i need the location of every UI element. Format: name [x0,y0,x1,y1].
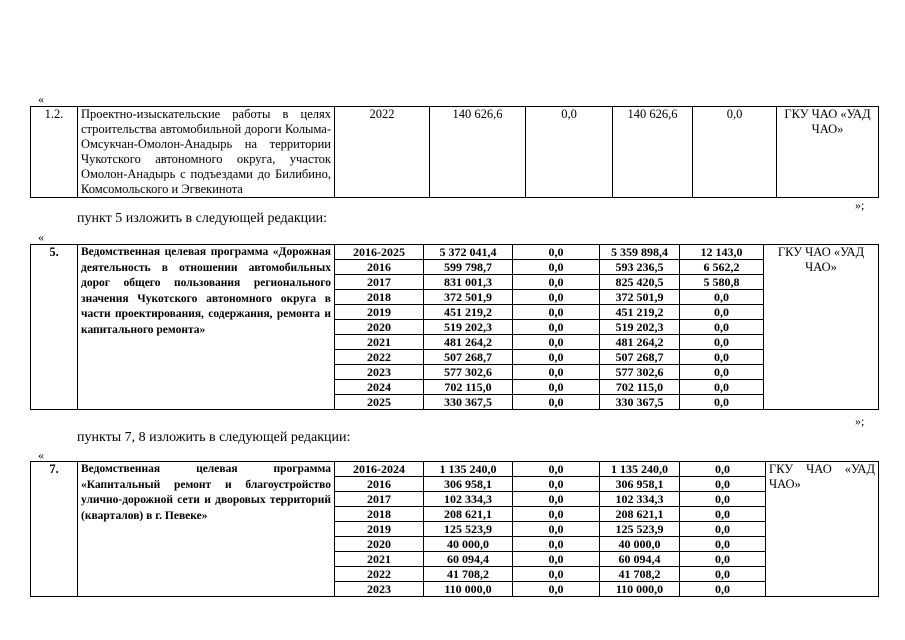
cell-year: 2021 [335,335,424,350]
cell-fed: 0,0 [513,335,600,350]
cell-regional: 481 264,2 [600,335,680,350]
table-row [31,462,879,477]
program-description: Ведомственная целевая программа «Капитальный ремонт и благоустройство улично-дорожной сети и дворовых территорий (кварталов) в г. Певеке» [78,462,335,597]
cell-other: 0,0 [680,537,766,552]
cell-fed: 0,0 [513,260,600,275]
cell-other: 0,0 [680,492,766,507]
cell-regional: 40 000,0 [600,537,680,552]
cell-year: 2017 [335,492,424,507]
cell-year: 2016 [335,260,424,275]
cell-other: 0,0 [680,552,766,567]
cell-fed: 0,0 [513,522,600,537]
cell-total: 702 115,0 [424,380,513,395]
cell-other: 0,0 [680,380,764,395]
cell-year: 2018 [335,290,424,305]
cell-other: 0,0 [680,462,766,477]
program-5-table [30,244,879,410]
item-number: 1.2. [31,107,78,198]
cell-year: 2022 [335,567,424,582]
cell-total: 1 135 240,0 [424,462,513,477]
cell-regional: 593 236,5 [600,260,680,275]
item-total: 140 626,6 [430,107,526,198]
program-executor: ГКУ ЧАО «УАД ЧАО» [766,462,879,597]
cell-total: 60 094,4 [424,552,513,567]
cell-other: 6 562,2 [680,260,764,275]
cell-other: 0,0 [680,507,766,522]
cell-regional: 577 302,6 [600,365,680,380]
item-description: Проектно-изыскательские работы в целях строительства автомобильной дороги Колыма-Омсукчан-Омолон-Анадырь на территории Чукотского автономного округа, участок Омолон-Анадырь с подъездами до Билибино, Комсомольского и Эгвекинота [78,107,335,198]
table-row [31,245,879,260]
cell-regional: 507 268,7 [600,350,680,365]
opening-quote: « [38,230,44,244]
program-number: 5. [31,245,78,410]
cell-year: 2018 [335,507,424,522]
cell-other: 0,0 [680,477,766,492]
cell-fed: 0,0 [513,245,600,260]
cell-regional: 110 000,0 [600,582,680,597]
cell-total: 102 334,3 [424,492,513,507]
cell-fed: 0,0 [513,380,600,395]
cell-other: 0,0 [680,335,764,350]
closing-quote: »; [855,198,865,212]
cell-fed: 0,0 [513,507,600,522]
instruction-text: пункты 7, 8 изложить в следующей редакции: [77,430,351,445]
cell-fed: 0,0 [513,290,600,305]
cell-total: 372 501,9 [424,290,513,305]
cell-year: 2024 [335,380,424,395]
cell-regional: 519 202,3 [600,320,680,335]
instruction-text: пункт 5 изложить в следующей редакции: [77,211,327,226]
item-regional: 140 626,6 [613,107,693,198]
cell-other: 0,0 [680,582,766,597]
program-7-table [30,461,879,597]
cell-fed: 0,0 [513,320,600,335]
cell-other: 0,0 [680,320,764,335]
cell-regional: 372 501,9 [600,290,680,305]
cell-regional: 306 958,1 [600,477,680,492]
item-federal: 0,0 [526,107,613,198]
cell-year: 2016-2024 [335,462,424,477]
cell-fed: 0,0 [513,567,600,582]
cell-year: 2023 [335,365,424,380]
opening-quote: « [38,92,44,106]
program-executor: ГКУ ЧАО «УАД ЧАО» [764,245,879,410]
cell-total: 451 219,2 [424,305,513,320]
cell-regional: 60 094,4 [600,552,680,567]
cell-year: 2019 [335,305,424,320]
cell-regional: 702 115,0 [600,380,680,395]
cell-year: 2019 [335,522,424,537]
cell-total: 110 000,0 [424,582,513,597]
cell-total: 481 264,2 [424,335,513,350]
cell-total: 577 302,6 [424,365,513,380]
cell-fed: 0,0 [513,350,600,365]
cell-total: 125 523,9 [424,522,513,537]
cell-regional: 1 135 240,0 [600,462,680,477]
cell-other: 0,0 [680,395,764,410]
cell-other: 0,0 [680,365,764,380]
cell-total: 5 372 041,4 [424,245,513,260]
cell-total: 519 202,3 [424,320,513,335]
cell-fed: 0,0 [513,552,600,567]
opening-quote: « [38,448,44,462]
cell-year: 2016-2025 [335,245,424,260]
cell-year: 2023 [335,582,424,597]
program-description: Ведомственная целевая программа «Дорожная деятельность в отношении автомобильных дорог общего пользования регионального значения Чукотского автономного округа в части проектирования, содержания, ремонта и капитального ремонта» [78,245,335,410]
cell-fed: 0,0 [513,305,600,320]
cell-regional: 5 359 898,4 [600,245,680,260]
cell-fed: 0,0 [513,275,600,290]
cell-other: 0,0 [680,290,764,305]
cell-total: 40 000,0 [424,537,513,552]
cell-regional: 825 420,5 [600,275,680,290]
closing-quote: »; [855,414,865,428]
cell-year: 2021 [335,552,424,567]
item-other: 0,0 [693,107,777,198]
cell-total: 41 708,2 [424,567,513,582]
cell-regional: 41 708,2 [600,567,680,582]
cell-other: 0,0 [680,567,766,582]
cell-year: 2020 [335,537,424,552]
cell-other: 5 580,8 [680,275,764,290]
item-year: 2022 [335,107,430,198]
cell-total: 306 958,1 [424,477,513,492]
cell-regional: 102 334,3 [600,492,680,507]
cell-other: 0,0 [680,522,766,537]
cell-total: 330 367,5 [424,395,513,410]
cell-other: 0,0 [680,305,764,320]
cell-year: 2017 [335,275,424,290]
table-row-1-2 [30,106,879,198]
cell-year: 2025 [335,395,424,410]
cell-fed: 0,0 [513,462,600,477]
cell-other: 0,0 [680,350,764,365]
cell-regional: 451 219,2 [600,305,680,320]
program-number: 7. [31,462,78,597]
cell-regional: 125 523,9 [600,522,680,537]
cell-total: 208 621,1 [424,507,513,522]
cell-fed: 0,0 [513,537,600,552]
cell-fed: 0,0 [513,395,600,410]
cell-fed: 0,0 [513,477,600,492]
cell-regional: 330 367,5 [600,395,680,410]
cell-fed: 0,0 [513,492,600,507]
cell-fed: 0,0 [513,365,600,380]
cell-total: 507 268,7 [424,350,513,365]
cell-year: 2016 [335,477,424,492]
cell-total: 831 001,3 [424,275,513,290]
cell-year: 2022 [335,350,424,365]
cell-year: 2020 [335,320,424,335]
item-executor: ГКУ ЧАО «УАД ЧАО» [777,107,879,198]
cell-regional: 208 621,1 [600,507,680,522]
cell-total: 599 798,7 [424,260,513,275]
cell-other: 12 143,0 [680,245,764,260]
cell-fed: 0,0 [513,582,600,597]
